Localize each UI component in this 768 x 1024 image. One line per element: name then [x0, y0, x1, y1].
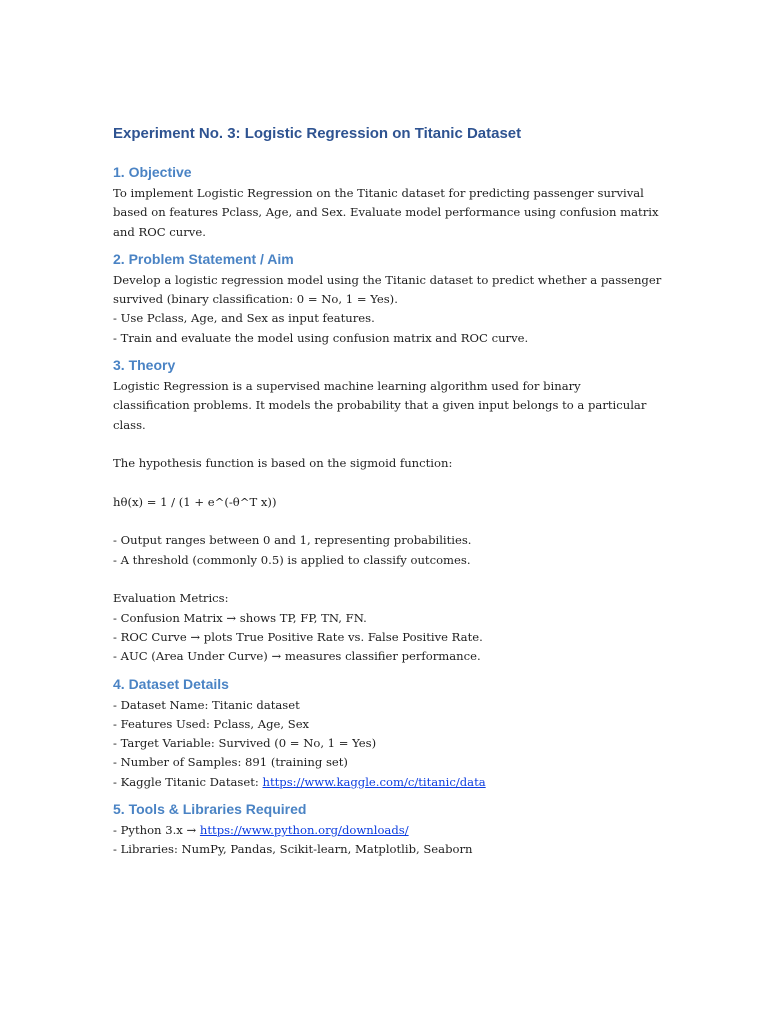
text-line: [113, 271, 662, 290]
hyperlink[interactable]: https://www.python.org/downloads/: [199, 823, 409, 838]
document-title: Experiment No. 3: Logistic Regression on Titanic Dataset: [113, 125, 522, 142]
line-text: To implement Logistic Regression on the Titanic dataset for predicting passenger survival: [113, 186, 644, 200]
line-text: The hypothesis function is based on the sigmoid function:: [113, 456, 453, 471]
line-text: class.: [113, 417, 146, 432]
line-text: - Output ranges between 0 and 1, representing probabilities.: [113, 533, 472, 548]
text-line: [113, 184, 658, 203]
text-line: [113, 589, 658, 608]
text-line: [113, 416, 658, 435]
text-line: [113, 821, 658, 840]
text-line: [113, 609, 658, 628]
blank-line: [113, 570, 658, 589]
text-line: [113, 493, 658, 512]
text-line: [113, 647, 658, 666]
line-text: - ROC Curve → plots True Positive Rate vs. False Positive Rate.: [113, 629, 483, 644]
line-text: based on features Pclass, Age, and Sex. Evaluate model performance using confusion matrix: [113, 205, 659, 220]
section-3: [113, 356, 658, 666]
text-line: [113, 223, 658, 242]
section-heading: 2. Problem Statement / Aim: [113, 250, 294, 267]
text-line: [113, 329, 658, 348]
line-text: hθ(x) = 1 / (1 + e^(-θ^T x)): [113, 494, 277, 509]
blank-line: [113, 512, 658, 531]
text-line: [113, 309, 658, 328]
text-line: [113, 840, 658, 859]
text-line: [113, 628, 658, 647]
text-line: [113, 396, 658, 415]
line-text: Logistic Regression is a supervised machine learning algorithm used for binary: [113, 379, 581, 394]
line-text: - Python 3.x →: [113, 823, 200, 838]
line-text: - Number of Samples: 891 (training set): [113, 755, 348, 770]
line-text: - Dataset Name: Titanic dataset: [113, 697, 300, 712]
text-line: [113, 290, 658, 309]
section-heading: 3. Theory: [113, 357, 176, 374]
line-text: - Train and evaluate the model using confusion matrix and ROC curve.: [113, 330, 529, 345]
line-text: - Kaggle Titanic Dataset:: [113, 774, 263, 789]
line-text: survived (binary classification: 0 = No, 1 = Yes).: [113, 292, 398, 307]
line-text: - A threshold (commonly 0.5) is applied to classify outcomes.: [113, 552, 471, 567]
blank-line: [113, 435, 658, 454]
section-1: [113, 163, 658, 242]
hyperlink[interactable]: https://www.kaggle.com/c/titanic/data: [262, 774, 486, 789]
text-line: [113, 203, 658, 222]
line-text: - Confusion Matrix → shows TP, FP, TN, FN.: [113, 610, 367, 625]
text-line: [113, 531, 658, 550]
line-text: - Target Variable: Survived (0 = No, 1 = Yes): [113, 736, 377, 751]
line-text: classification problems. It models the probability that a given input belongs to a particular: [113, 398, 647, 413]
line-text: - Features Used: Pclass, Age, Sex: [113, 716, 310, 731]
line-text: Develop a logistic regression model using the Titanic dataset to predict whether a passenger: [113, 272, 662, 287]
section-heading: 5. Tools & Libraries Required: [113, 801, 307, 818]
line-text: - Libraries: NumPy, Pandas, Scikit-learn, Matplotlib, Seaborn: [113, 842, 473, 857]
document-body: [113, 163, 662, 860]
line-text: - AUC (Area Under Curve) → measures classifier performance.: [113, 649, 481, 664]
text-line: [113, 377, 658, 396]
section-heading: 4. Dataset Details: [113, 675, 229, 692]
text-line: [113, 753, 658, 772]
section-2: [113, 250, 662, 348]
text-line: [113, 734, 658, 753]
line-text: Evaluation Metrics:: [113, 591, 229, 606]
text-line: [113, 696, 658, 715]
text-line: [113, 551, 658, 570]
document-page: [113, 122, 662, 868]
text-line: [113, 773, 658, 792]
section-5: [113, 800, 658, 860]
text-line: [113, 715, 658, 734]
line-text: and ROC curve.: [113, 224, 206, 239]
section-heading: 1. Objective: [113, 164, 192, 180]
line-text: - Use Pclass, Age, and Sex as input features.: [113, 311, 375, 326]
text-line: [113, 454, 658, 473]
blank-line: [113, 474, 658, 493]
section-4: [113, 675, 658, 792]
